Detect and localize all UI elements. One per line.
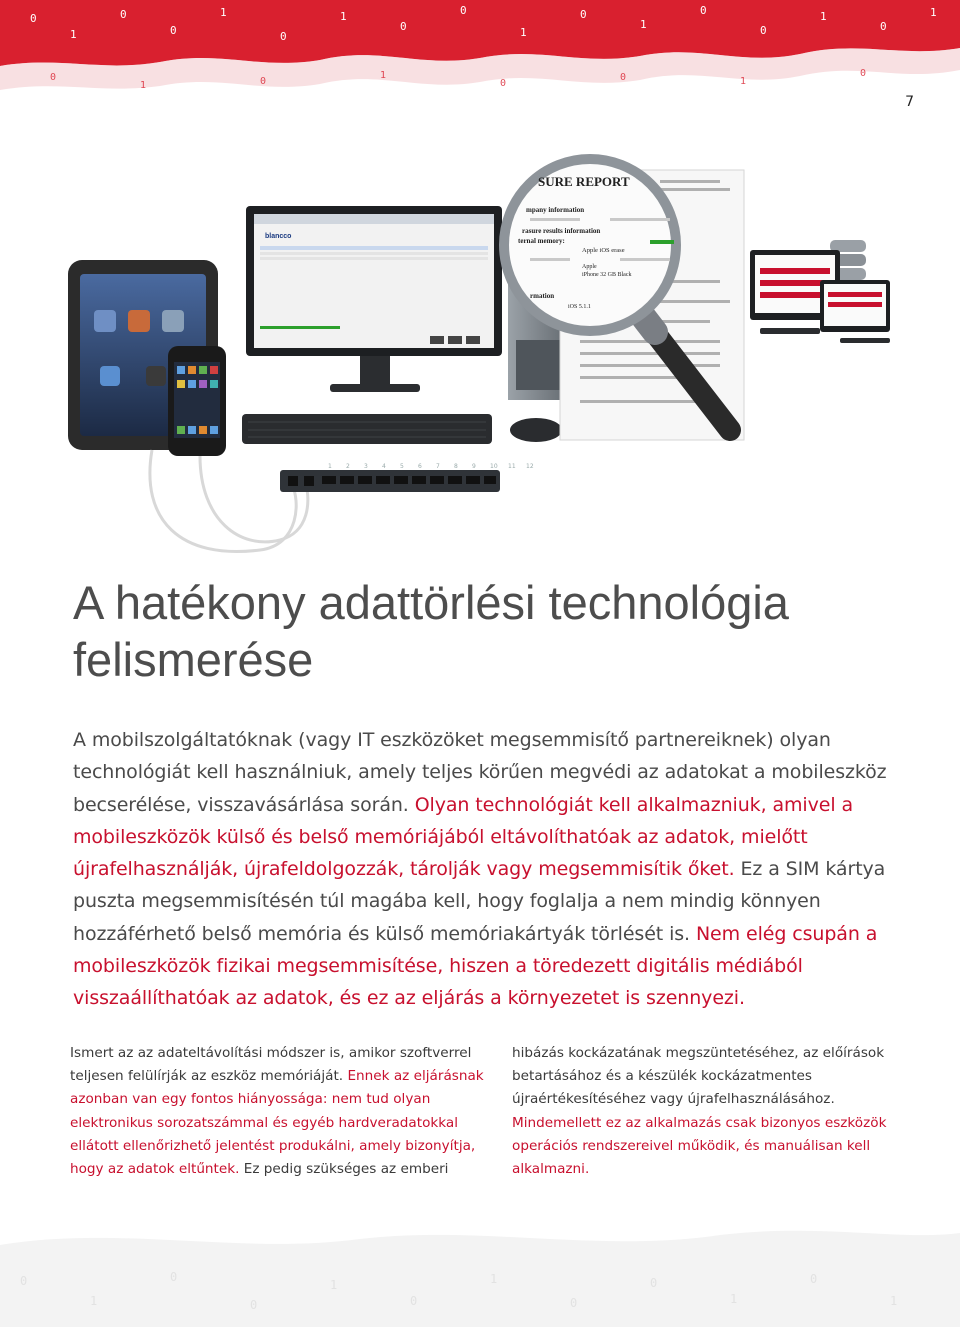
svg-text:1: 1 — [340, 10, 347, 23]
svg-text:1: 1 — [90, 1294, 98, 1308]
svg-text:0: 0 — [810, 1272, 818, 1286]
secondary-monitors — [750, 250, 890, 343]
hub-port-label: 7 — [436, 463, 440, 470]
left-part1: Ismert az az adateltávolítási módszer is, amikor szoftverrel teljesen felülírják az eszköz memóriáját. — [70, 1045, 472, 1085]
svg-text:blancco: blancco — [265, 233, 292, 240]
hub-port-label: 4 — [382, 463, 386, 470]
page-title-line2: felismerése — [73, 633, 314, 686]
body-column-right — [512, 1042, 912, 1181]
svg-text:0: 0 — [50, 72, 57, 83]
smartphone-device — [168, 346, 226, 456]
svg-text:mpany information: mpany information — [526, 206, 585, 214]
lead-part3: Ez a SIM kártya puszta megsemmisítésén túl magába kell, hogy foglalja a nem mindig könnyen hozzáférhető belső memória és külső memóriakártyák törlését is. — [73, 858, 886, 945]
body-column-left — [70, 1042, 500, 1181]
lead-part4: Nem elég csupán a mobileszközök fizikai megsemmisítése, hiszen a töredezett digitális médiából visszaállíthatóak az adatok, és ez az eljárás a környezetet is szennyezi. — [73, 922, 878, 1010]
svg-text:0: 0 — [30, 12, 37, 25]
svg-text:ternal memory:: ternal memory: — [518, 237, 565, 245]
svg-text:0: 0 — [580, 8, 587, 21]
svg-text:0: 0 — [700, 4, 707, 17]
right-part2: Mindemellett ez az alkalmazás csak bizonyos eszközök operációs rendszereivel működik, és manuálisan kell alkalmazni. — [512, 1114, 887, 1178]
svg-text:rasure results information: rasure results information — [522, 227, 601, 235]
svg-text:1: 1 — [740, 76, 747, 87]
svg-text:1: 1 — [490, 1272, 498, 1286]
page-title-line1: A hatékony adattörlési technológia — [73, 576, 789, 629]
svg-text:Apple iOS erase: Apple iOS erase — [582, 247, 625, 254]
svg-text:0: 0 — [120, 8, 127, 21]
svg-text:0: 0 — [650, 1276, 658, 1290]
svg-text:0: 0 — [400, 20, 407, 33]
svg-text:iOS 5.1.1: iOS 5.1.1 — [568, 304, 591, 310]
hub-port-label: 11 — [508, 463, 516, 470]
svg-text:0: 0 — [170, 24, 177, 37]
svg-text:1: 1 — [380, 70, 387, 81]
svg-text:0: 0 — [410, 1294, 418, 1308]
svg-text:0: 0 — [170, 1270, 178, 1284]
hub-port-label: 10 — [490, 463, 498, 470]
svg-text:0: 0 — [250, 1298, 258, 1312]
svg-text:0: 0 — [500, 78, 507, 89]
svg-text:1: 1 — [640, 18, 647, 31]
svg-text:0: 0 — [280, 30, 287, 43]
svg-text:0: 0 — [880, 20, 887, 33]
svg-text:0: 0 — [570, 1296, 578, 1310]
svg-text:1: 1 — [140, 80, 147, 91]
lead-paragraph — [73, 724, 923, 1015]
svg-text:1: 1 — [730, 1292, 738, 1306]
svg-text:1: 1 — [330, 1278, 338, 1292]
keyboard — [242, 414, 492, 444]
data-erasure-illustration — [60, 140, 900, 570]
hub-port-label: 8 — [454, 463, 458, 470]
lead-part2: Olyan technológiát kell alkalmazniuk, amivel a mobileszközök külső és belső memóriájából eltávolíthatóak az adatok, mielőtt újrafelhasználják, újrafeldolgozzák, tárolják vagy megsemmisítik őket. — [73, 793, 853, 881]
lead-part1: A mobilszolgáltatóknak (vagy IT eszközöket megsemmisítő partnereiknek) olyan technológiát kell használniuk, amely teljes körűen megvédi az adatokat a mobileszköz becserélése, visszavásárlása során. — [73, 729, 887, 816]
svg-text:1: 1 — [220, 6, 227, 19]
svg-text:rmation: rmation — [530, 292, 555, 300]
svg-text:0: 0 — [460, 4, 467, 17]
svg-text:1: 1 — [890, 1294, 898, 1308]
page-title — [73, 574, 893, 688]
pc-monitor — [246, 206, 502, 392]
svg-text:0: 0 — [860, 68, 867, 79]
svg-text:iPhone 32 GB Black: iPhone 32 GB Black — [582, 272, 632, 278]
usb-hub — [280, 470, 500, 492]
hub-port-label: 3 — [364, 463, 368, 470]
svg-text:SURE REPORT: SURE REPORT — [538, 174, 630, 189]
hub-port-label: 2 — [346, 463, 350, 470]
svg-text:1: 1 — [930, 6, 937, 19]
svg-text:0: 0 — [620, 72, 627, 83]
svg-text:0: 0 — [260, 76, 267, 87]
svg-text:1: 1 — [70, 28, 77, 41]
svg-text:1: 1 — [520, 26, 527, 39]
hub-port-label: 5 — [400, 463, 404, 470]
svg-text:Apple: Apple — [582, 264, 597, 270]
svg-text:0: 0 — [20, 1274, 28, 1288]
hub-port-label: 9 — [472, 463, 476, 470]
mouse — [510, 418, 562, 442]
page-number: 7 — [905, 94, 914, 110]
hub-port-label: 12 — [526, 463, 534, 470]
left-part3: Ez pedig szükséges az emberi — [239, 1161, 449, 1178]
hub-port-label: 6 — [418, 463, 422, 470]
svg-text:0: 0 — [760, 24, 767, 37]
hub-port-label: 1 — [328, 463, 332, 470]
top-decorative-banner — [0, 0, 960, 95]
svg-text:1: 1 — [820, 10, 827, 23]
right-part1: hibázás kockázatának megszüntetéséhez, az előírások betartásához és a készülék kockázatmentes újraértékesítéséhez vagy újrafelhasználásához. — [512, 1045, 885, 1108]
left-part2: Ennek az eljárásnak azonban van egy fontos hiányossága: nem tud olyan elektronikus sorozatszámmal és egyéb hardveradatokkal ellátott ellenőrizhető jelentést produkálni, amely bizonyítja, hogy az adatok eltűntek. — [70, 1068, 484, 1178]
bottom-decorative-band — [0, 1205, 960, 1327]
